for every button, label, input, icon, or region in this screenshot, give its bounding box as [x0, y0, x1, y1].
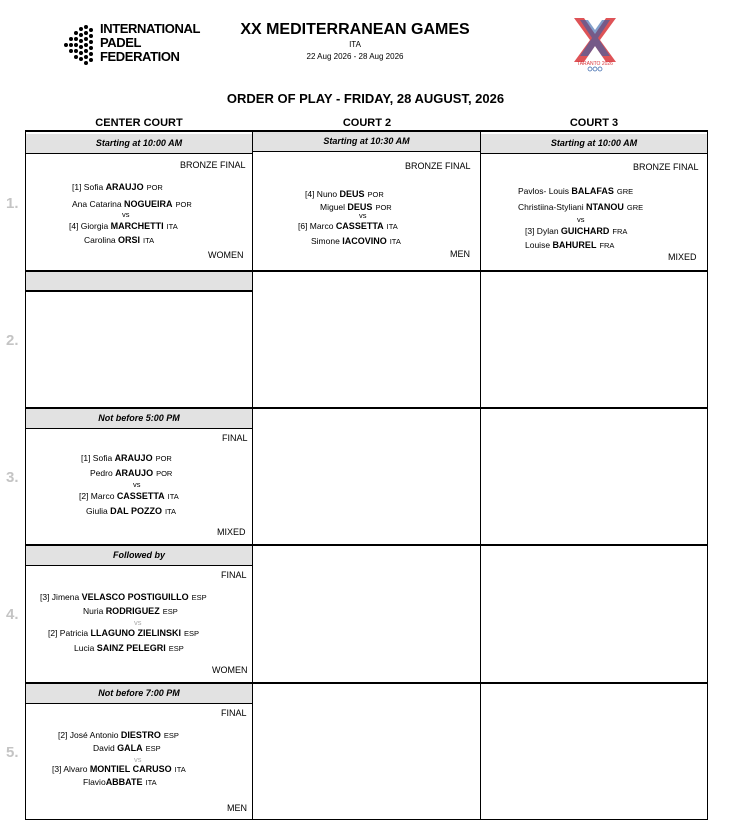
row-number: 5.: [6, 744, 19, 761]
player: Giulia DAL POZZO ITA: [86, 506, 177, 516]
player: Miguel DEUS POR: [320, 202, 392, 212]
start-time-bar: Starting at 10:00 AM: [481, 134, 707, 154]
round-label: BRONZE FINAL: [180, 160, 246, 170]
round-label: BRONZE FINAL: [405, 161, 471, 171]
vs-label: vs: [134, 755, 142, 764]
player: [1] Sofia ARAUJO POR: [72, 182, 163, 192]
vs-label: vs: [122, 210, 130, 219]
event-country: ITA: [349, 40, 361, 49]
player: Pavlos- Louis BALAFAS GRE: [518, 186, 634, 196]
federation-line: PADEL: [100, 35, 142, 50]
event-dates: 22 Aug 2026 - 28 Aug 2026: [306, 52, 404, 61]
vs-label: vs: [359, 211, 367, 220]
player: [3] Jimena VELASCO POSTIGUILLO ESP: [40, 592, 207, 602]
round-label: FINAL: [221, 570, 247, 580]
row-number: 3.: [6, 469, 19, 486]
empty-time-bar: [26, 272, 252, 292]
player: Nuria RODRIGUEZ ESP: [83, 606, 178, 616]
player: [6] Marco CASSETTA ITA: [298, 221, 398, 231]
player: [3] Alvaro MONTIEL CARUSO ITA: [52, 764, 186, 774]
player: Christiina-Styliani NTANOU GRE: [518, 202, 644, 212]
order-of-play-title: ORDER OF PLAY - FRIDAY, 28 AUGUST, 2026: [226, 91, 505, 106]
player: Pedro ARAUJO POR: [90, 468, 173, 478]
logo-caption: TARANTO 2026: [577, 61, 613, 67]
player: Carolina ORSI ITA: [84, 235, 155, 245]
federation-line: FEDERATION: [100, 49, 180, 64]
start-time-bar: Not before 5:00 PM: [26, 409, 252, 429]
player: [3] Dylan GUICHARD FRA: [525, 226, 628, 236]
player: [4] Giorgia MARCHETTI ITA: [69, 221, 178, 231]
vs-label: vs: [134, 618, 142, 627]
category-label: WOMEN: [212, 665, 248, 675]
court-header-center: CENTER COURT: [95, 117, 183, 129]
category-label: MIXED: [668, 252, 697, 262]
federation-name: [100, 22, 200, 64]
round-label: FINAL: [222, 433, 248, 443]
round-label: BRONZE FINAL: [633, 162, 699, 172]
player: [2] Marco CASSETTA ITA: [79, 491, 179, 501]
player: Simone IACOVINO ITA: [311, 236, 401, 246]
player: [2] José Antonio DIESTRO ESP: [58, 730, 179, 740]
court-header-3: COURT 3: [569, 117, 619, 129]
player: Louise BAHUREL FRA: [525, 240, 615, 250]
category-label: WOMEN: [208, 250, 244, 260]
row-number: 4.: [6, 606, 19, 623]
player: David GALA ESP: [93, 743, 161, 753]
court-header-2: COURT 2: [342, 117, 392, 129]
event-title: XX MEDITERRANEAN GAMES: [240, 21, 470, 38]
player: Ana Catarina NOGUEIRA POR: [72, 199, 192, 209]
ipf-logo-icon: [60, 24, 96, 66]
category-label: MIXED: [217, 527, 246, 537]
start-time-bar: Starting at 10:30 AM: [253, 132, 480, 152]
column-divider: [252, 130, 253, 820]
player: [1] Sofia ARAUJO POR: [81, 453, 172, 463]
start-time-bar: Followed by: [26, 546, 252, 566]
player: Lucia SAINZ PELEGRI ESP: [74, 643, 184, 653]
player: [4] Nuno DEUS POR: [305, 189, 384, 199]
player: [2] Patricia LLAGUNO ZIELINSKI ESP: [48, 628, 200, 638]
column-divider: [480, 130, 481, 820]
player: FlavioABBATE ITA: [83, 777, 157, 787]
category-label: MEN: [227, 803, 247, 813]
row-number: 2.: [6, 332, 19, 349]
start-time-bar: Not before 7:00 PM: [26, 684, 252, 704]
taranto-games-logo-icon: [570, 14, 620, 72]
round-label: FINAL: [221, 708, 247, 718]
row-number: 1.: [6, 195, 19, 212]
federation-line: INTERNATIONAL: [100, 21, 200, 36]
start-time-bar: Starting at 10:00 AM: [26, 134, 252, 154]
vs-label: vs: [577, 215, 585, 224]
vs-label: vs: [133, 480, 141, 489]
category-label: MEN: [450, 249, 470, 259]
